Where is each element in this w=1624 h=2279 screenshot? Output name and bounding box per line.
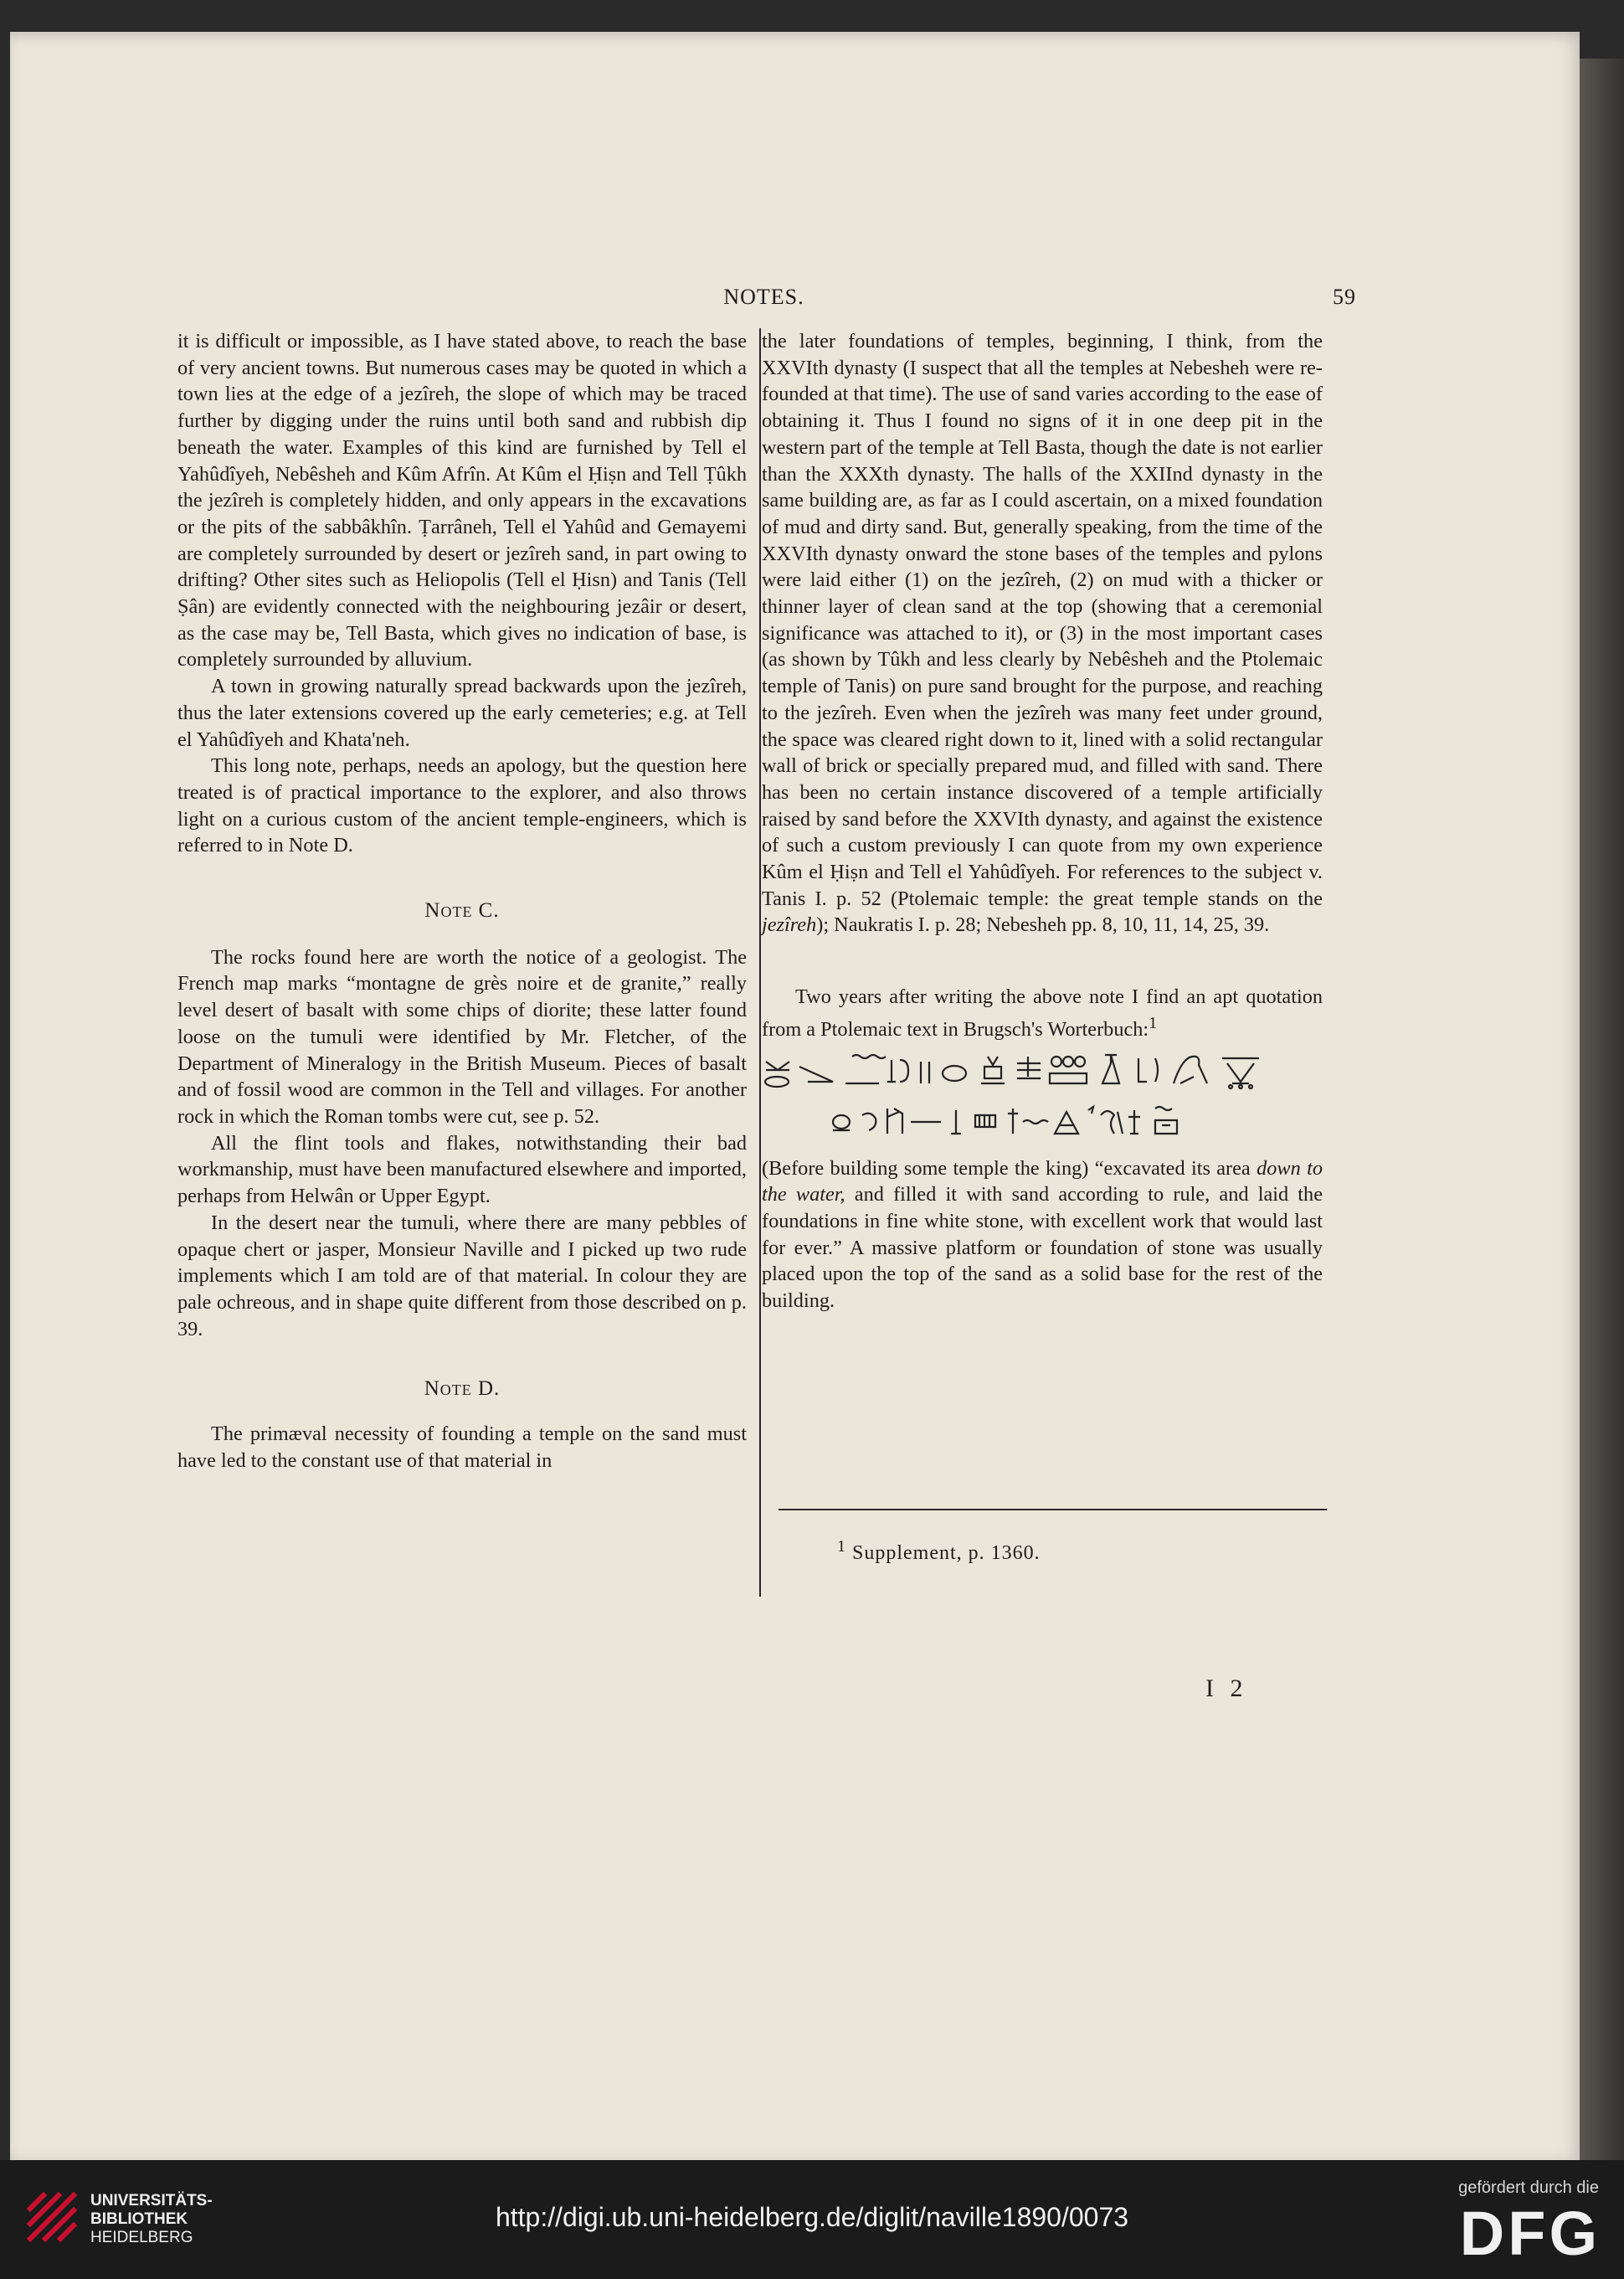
library-name-line: HEIDELBERG xyxy=(90,2229,193,2246)
paragraph: The primæval necessity of founding a temple on the sand must have led to the constant use of that material in xyxy=(177,1422,747,1472)
footnote-rule xyxy=(779,1509,1327,1510)
permalink-url[interactable]: http://digi.ub.uni-heidelberg.de/diglit/naville1890/0073 xyxy=(495,2202,1129,2232)
left-column xyxy=(177,328,747,1474)
running-title: NOTES. xyxy=(723,285,804,309)
university-library-logo-icon xyxy=(25,2190,79,2244)
paragraph: This long note, perhaps, needs an apology, but the question here treated is of practical importance to the explorer, and also throws light on a curious custom of the ancient temple-engineers, which is referred to in Note D. xyxy=(177,754,747,857)
paragraph-text: Two years after writing the above note I find an apt quotation from a Ptolemaic text in Brugsch's Worterbuch: xyxy=(762,985,1323,1041)
italic-phrase: down to the water, xyxy=(762,1156,1323,1206)
paragraph: All the flint tools and flakes, notwithstanding their bad workmanship, must have been manufactured elsewhere and imported, perhaps from Helwân or Upper Egypt. xyxy=(177,1131,747,1208)
footnote-ref: 1 xyxy=(1149,1013,1158,1032)
paragraph: In the desert near the tumuli, where there are many pebbles of opaque chert or jasper, Monsieur Naville and I picked up two rude implements which I am told are of that material. In colour they are pale ochreous, and in shape quite different from those described on p. 39. xyxy=(177,1211,747,1340)
paragraph-text: and filled it with sand according to rule, and laid the foundations in fine white stone, with excellent work that would last for ever.” A massive platform or foundation of stone was usually placed upon the top of the sand as a solid base for the rest of the building. xyxy=(762,1183,1323,1313)
footnote-text: Supplement, p. 1360. xyxy=(852,1542,1041,1564)
paragraph-text: ); Naukratis I. p. 28; Nebesheh pp. 8, 10, 11, 14, 25, 39. xyxy=(816,913,1270,937)
paragraph-text: the later foundations of temples, beginning, I think, from the XXVIth dynasty (I suspect that all the temples at Nebesheh were re-founded at that time). The use of sand varies according to the ease of obtaining it. Thus I found no signs of it in one deep pit in the western part of the temple at Tell Basta, though the date is not earlier than the XXXth dynasty. The halls of the XXIInd dynasty in the same building are, as far as I could ascertain, on a mixed foundation of mud and dirty sand. But, generally speaking, from the time of the XXVIth dynasty onward the stone bases of the temples and pylons were laid either (1) on the jezîreh, (2) on mud with a thicker or thinner layer of clean sand at the top (showing that a ceremonial significance was attached to it), or (3) in the most important cases (as shown by Tûkh and less clearly by Nebêsheh and the Ptolemaic temple of Tanis) on pure sand brought for the purpose, and reaching to the jezîreh. Even when the jezîreh was many feet under ground, the space was cleared right down to it, lined with a solid rectangular wall of brick or specially prepared mud, and filled with sand. There has been no certain instance discovered of a temple artificially raised by sand before the XXVIth dynasty, and against the existence of such a custom previously I can quote from my own experience Kûm el Ḥiṣn and Tell el Yahûdîyeh. For references to the subject v. Tanis I. p. 52 (Ptolemaic temple: the great temple stands on the xyxy=(762,330,1323,910)
paragraph: A town in growing naturally spread backwards upon the jezîreh, thus the later extensions covered up the early cemeteries; e.g. at Tell el Yahûdîyeh and Khata'neh. xyxy=(177,675,747,751)
paragraph xyxy=(762,1155,1323,1314)
italic-term: jezîreh xyxy=(762,913,817,937)
paragraph xyxy=(762,984,1323,1043)
page-edge-shadow xyxy=(1580,59,1624,2160)
dfg-logo: DFG xyxy=(1459,2199,1601,2268)
page-number: 59 xyxy=(1333,285,1356,309)
library-name-line: BIBLIOTHEK xyxy=(90,2210,188,2228)
hieroglyph-inscription xyxy=(762,1050,1323,1150)
running-header xyxy=(172,285,1356,318)
viewer-footer xyxy=(0,2160,1624,2279)
paragraph: it is difficult or impossible, as I have stated above, to reach the base of very ancient towns. But numerous cases may be quoted in which a town lies at the edge of a jezîreh, the slope of which may be traced further by digging under the ruins until both sand and rubbish dip beneath the water. Examples of this kind are furnished by Tell el Yahûdîyeh, Nebêsheh and Kûm Afrîn. At Kûm el Ḥiṣn and Tell Ṭûkh the jezîreh is completely hidden, and only appears in the excavations or the pits of the sabbâkhîn. Ṭarrâneh, Tell el Yahûd and Gemayemi are completely surrounded by desert or jezîreh sand, in part owing to drifting? Other sites such as Heliopolis (Tell el Ḥisn) and Tanis (Tell Ṣân) are evidently connected with the neighbouring jezâir or desert, as the case may be, Tell Basta, which gives no indication of base, is completely surrounded by alluvium. xyxy=(177,330,747,671)
note-d-heading: Note D. xyxy=(424,1377,501,1401)
funding-caption: gefördert durch die xyxy=(1458,2179,1599,2197)
paragraph-text: (Before building some temple the king) “excavated its area xyxy=(762,1156,1251,1180)
note-c-heading: Note C. xyxy=(424,899,500,923)
column-divider xyxy=(759,328,761,1597)
library-name xyxy=(90,2192,213,2247)
hieroglyph-drawing xyxy=(762,1050,1323,1150)
footnote xyxy=(837,1537,1041,1565)
right-column xyxy=(762,328,1323,1314)
footnote-mark: 1 xyxy=(837,1537,846,1556)
library-name-line: UNIVERSITÄTS- xyxy=(90,2192,213,2210)
paragraph: The rocks found here are worth the notice of a geologist. The French map marks “montagne de grès noire et de granite,” really level desert of basalt with some chips of diorite; these latter found loose on the tumuli were identified by Mr. Fletcher, of the Department of Mineralogy in the British Museum. Pieces of basalt and of fossil wood are common in the Tell and villages. For another rock in which the Roman tombs were cut, see p. 52. xyxy=(177,945,747,1128)
signature-mark: I 2 xyxy=(1205,1675,1248,1702)
paragraph xyxy=(762,328,1323,939)
